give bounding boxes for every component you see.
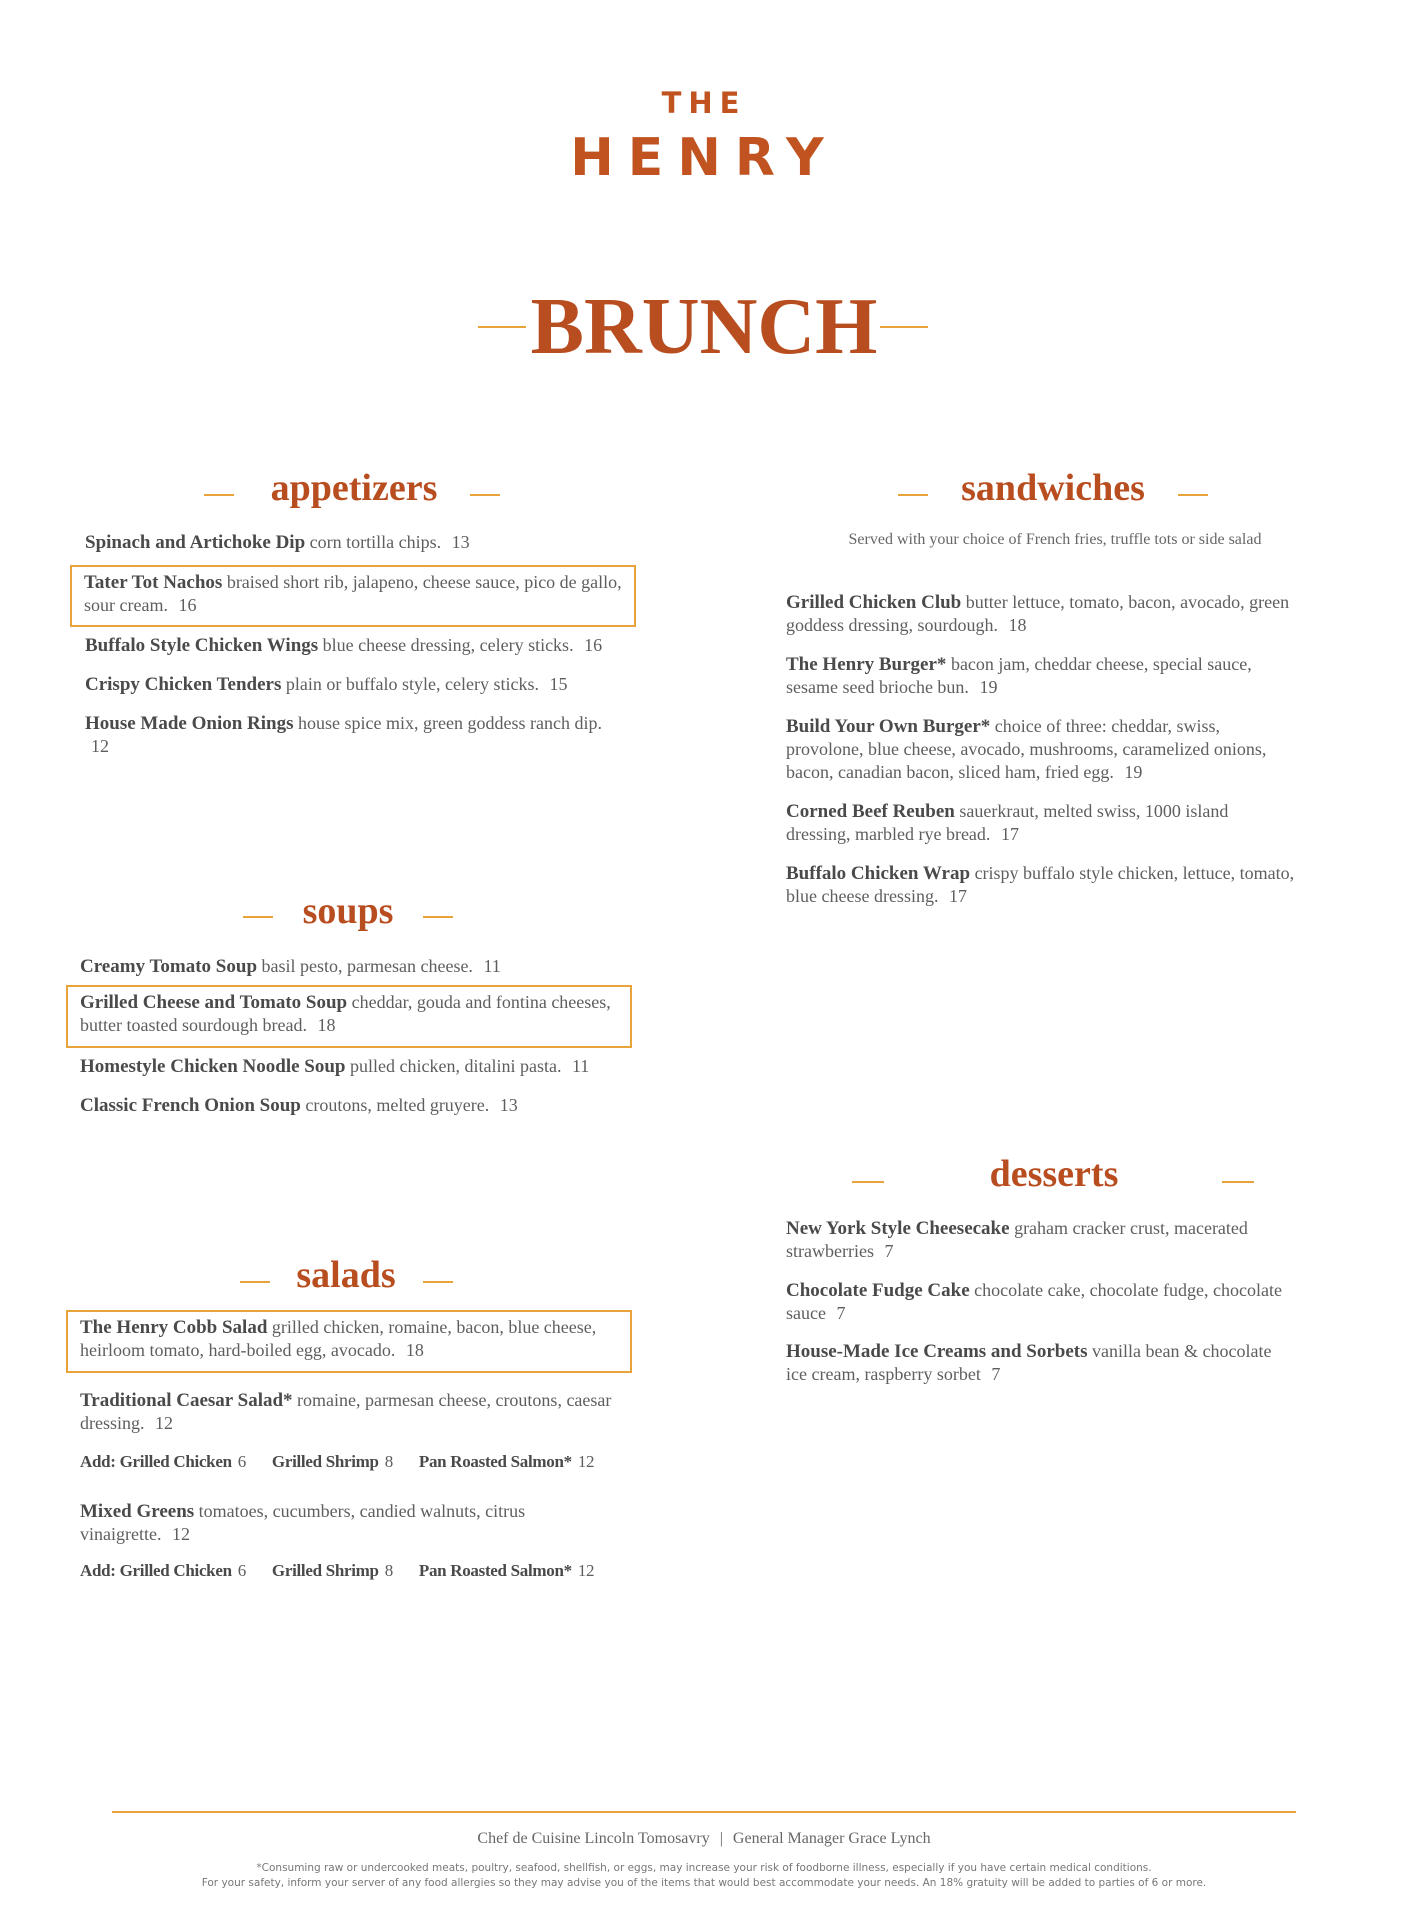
menu-item — [80, 1055, 640, 1078]
salads-right-dash — [423, 1281, 453, 1283]
menu-item — [786, 862, 1326, 908]
item-name: Grilled Chicken Club — [786, 592, 962, 613]
title-right-dash — [880, 326, 928, 328]
addon-name: Pan Roasted Salmon* — [418, 1561, 572, 1580]
staff-separator: | — [719, 1830, 723, 1847]
item-price: 7 — [836, 1303, 846, 1323]
menu-item — [786, 591, 1326, 637]
salads-heading: salads — [296, 1254, 396, 1296]
item-price: 18 — [317, 1015, 336, 1035]
addon-price: 12 — [577, 1561, 595, 1580]
item-desc: vanilla bean & chocolate ice cream, raspberry sorbet — [786, 1341, 1272, 1384]
item-price: 12 — [171, 1524, 190, 1544]
item-price: 15 — [549, 674, 568, 694]
item-desc: tomatoes, cucumbers, candied walnuts, citrus vinaigrette. — [80, 1501, 526, 1544]
item-desc: romaine, parmesan cheese, croutons, caesar dressing. — [80, 1390, 612, 1433]
item-name: Spinach and Artichoke Dip — [85, 532, 306, 553]
item-desc: plain or buffalo style, celery sticks. — [285, 674, 539, 694]
staff-credits — [0, 1830, 1408, 1848]
item-price: 7 — [884, 1241, 894, 1261]
addon-price: 6 — [237, 1452, 246, 1471]
menu-item — [80, 955, 640, 978]
item-name: The Henry Burger* — [786, 654, 947, 675]
item-name: Chocolate Fudge Cake — [786, 1280, 970, 1301]
item-name: Classic French Onion Soup — [80, 1095, 301, 1116]
sandwiches-right-dash — [1178, 494, 1208, 496]
item-desc: braised short rib, jalapeno, cheese sauce, pico de gallo, sour cream. — [84, 572, 622, 615]
item-price: 19 — [979, 677, 998, 697]
item-desc: corn tortilla chips. — [309, 532, 442, 552]
menu-item — [80, 1094, 640, 1117]
menu-item — [85, 531, 625, 554]
footer-divider — [112, 1811, 1296, 1813]
item-price: 17 — [1000, 824, 1019, 844]
item-name: Homestyle Chicken Noodle Soup — [80, 1056, 346, 1077]
item-desc: sauerkraut, melted swiss, 1000 island dressing, marbled rye bread. — [786, 801, 1229, 844]
item-price: 12 — [155, 1413, 173, 1433]
logo-the: THE — [661, 86, 747, 120]
addon-price: 6 — [237, 1561, 246, 1580]
salad-addons — [80, 1561, 640, 1581]
item-desc: chocolate cake, chocolate fudge, chocolate sauce — [786, 1280, 1282, 1323]
item-price: 13 — [499, 1095, 518, 1115]
addon-name: Grilled Shrimp — [271, 1452, 379, 1471]
salad-addons — [80, 1452, 640, 1472]
menu-item — [786, 800, 1296, 846]
appetizers-right-dash — [470, 494, 500, 496]
item-price: 7 — [991, 1364, 1001, 1384]
item-desc: graham cracker crust, macerated strawberries — [786, 1218, 1248, 1261]
salads-left-dash — [240, 1281, 270, 1283]
item-price: 18 — [405, 1340, 424, 1360]
item-name: Crispy Chicken Tenders — [85, 674, 282, 695]
soups-heading: soups — [302, 890, 394, 932]
menu-item — [786, 1217, 1306, 1263]
appetizers-heading: appetizers — [270, 467, 438, 509]
item-name: Corned Beef Reuben — [786, 801, 955, 822]
chef-credit: Chef de Cuisine Lincoln Tomosavry — [477, 1830, 710, 1847]
menu-item — [80, 1500, 560, 1546]
menu-item-highlighted — [66, 985, 632, 1048]
sandwiches-heading: sandwiches — [961, 467, 1145, 509]
addon-price: 12 — [577, 1452, 595, 1471]
menu-item — [85, 712, 605, 758]
menu-item — [786, 1279, 1306, 1325]
item-price: 16 — [178, 595, 197, 615]
item-price: 12 — [91, 736, 109, 756]
item-name: House-Made Ice Creams and Sorbets — [786, 1341, 1088, 1362]
item-desc: cheddar, gouda and fontina cheeses, butter toasted sourdough bread. — [80, 992, 611, 1035]
item-desc: choice of three: cheddar, swiss, provolone, blue cheese, avocado, mushrooms, caramelized onions, bacon, canadian bacon, sliced ham, fried egg. — [786, 716, 1267, 782]
item-name: Tater Tot Nachos — [84, 572, 223, 593]
menu-item — [80, 1389, 620, 1435]
item-desc: bacon jam, cheddar cheese, special sauce, sesame seed brioche bun. — [786, 654, 1252, 697]
menu-item — [786, 715, 1296, 784]
menu-item — [786, 1340, 1276, 1386]
logo-henry: HENRY — [570, 128, 838, 188]
item-desc: grilled chicken, romaine, bacon, blue cheese, heirloom tomato, hard-boiled egg, avocado. — [80, 1317, 597, 1360]
item-name: Build Your Own Burger* — [786, 716, 991, 737]
addon-name: Grilled Shrimp — [271, 1561, 379, 1580]
page-title: BRUNCH — [530, 283, 878, 371]
item-desc: croutons, melted gruyere. — [305, 1095, 490, 1115]
item-name: Creamy Tomato Soup — [80, 956, 258, 977]
addon-name: Pan Roasted Salmon* — [418, 1452, 572, 1471]
menu-item — [786, 653, 1306, 699]
item-price: 13 — [451, 532, 470, 552]
desserts-right-dash — [1222, 1181, 1254, 1183]
item-name: Buffalo Style Chicken Wings — [85, 635, 319, 656]
disclaimer-line-1: *Consuming raw or undercooked meats, poultry, seafood, shellfish, or eggs, may increase your risk of foodborne illness, especially if you have certain medical conditions. — [256, 1862, 1152, 1874]
item-desc: crispy buffalo style chicken, lettuce, tomato, blue cheese dressing. — [786, 863, 1295, 906]
item-desc: butter lettuce, tomato, bacon, avocado, green goddess dressing, sourdough. — [786, 592, 1290, 635]
menu-item-highlighted — [66, 1310, 632, 1373]
addon-name: Add: Grilled Chicken — [80, 1561, 232, 1580]
item-price: 18 — [1008, 615, 1027, 635]
item-desc: house spice mix, green goddess ranch dip. — [298, 713, 602, 733]
appetizers-left-dash — [204, 494, 234, 496]
addon-price: 8 — [384, 1452, 393, 1471]
desserts-heading: desserts — [989, 1153, 1119, 1195]
menu-item — [85, 634, 625, 657]
item-price: 17 — [948, 886, 967, 906]
item-name: Traditional Caesar Salad* — [80, 1390, 293, 1411]
desserts-left-dash — [852, 1181, 884, 1183]
menu-item-highlighted — [70, 565, 636, 627]
manager-credit: General Manager Grace Lynch — [732, 1830, 931, 1847]
item-name: New York Style Cheesecake — [786, 1218, 1010, 1239]
item-name: House Made Onion Rings — [85, 713, 294, 734]
item-price: 11 — [571, 1056, 590, 1076]
item-desc: blue cheese dressing, celery sticks. — [322, 635, 574, 655]
addon-price: 8 — [384, 1561, 393, 1580]
item-desc: basil pesto, parmesan cheese. — [261, 956, 473, 976]
addon-name: Add: Grilled Chicken — [80, 1452, 232, 1471]
item-price: 19 — [1124, 762, 1143, 782]
soups-left-dash — [243, 916, 273, 918]
sandwiches-left-dash — [898, 494, 928, 496]
sandwiches-note: Served with your choice of French fries, truffle tots or side salad — [848, 531, 1262, 548]
item-name: Mixed Greens — [80, 1501, 195, 1522]
menu-item — [85, 673, 625, 696]
disclaimer-line-2: For your safety, inform your server of any food allergies so they may advise you of the items that would best accommodate your needs. An 18% gratuity will be added to parties of 6 or more. — [201, 1877, 1207, 1889]
item-name: The Henry Cobb Salad — [80, 1317, 268, 1338]
item-price: 16 — [584, 635, 603, 655]
item-price: 11 — [483, 956, 501, 976]
item-name: Buffalo Chicken Wrap — [786, 863, 971, 884]
item-name: Grilled Cheese and Tomato Soup — [80, 992, 348, 1013]
item-desc: pulled chicken, ditalini pasta. — [350, 1056, 562, 1076]
soups-right-dash — [423, 916, 453, 918]
